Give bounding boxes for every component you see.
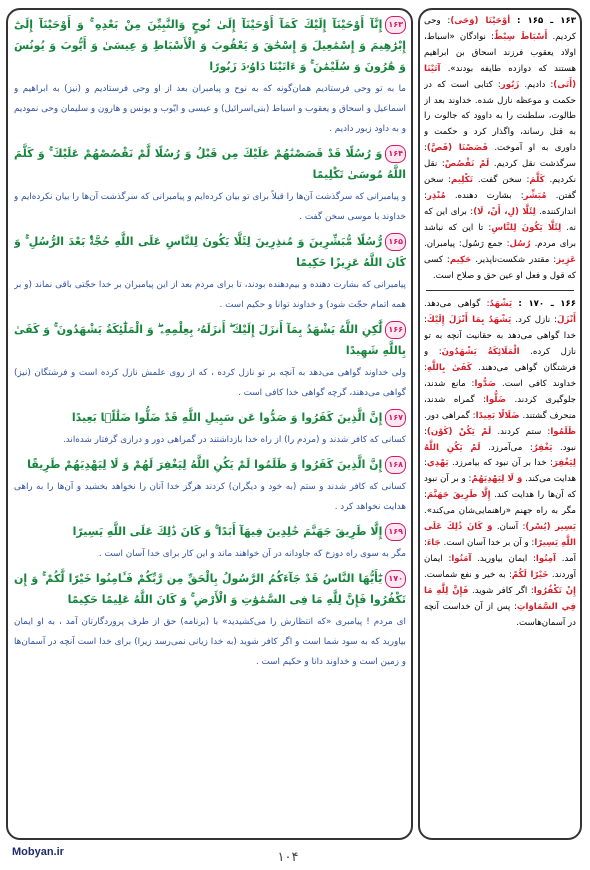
glossary-meaning: : گمراه شدند، منحرف گشتند.: [424, 394, 576, 421]
glossary-term: آمَنُوا: [451, 553, 472, 564]
glossary-meaning: : اندارکننده.: [424, 190, 576, 217]
glossary-term: يَهْدِي: [426, 458, 449, 469]
glossary-term: يَسِير (يُسْر): [525, 522, 576, 533]
glossary-term: إِنْ تَكْفُرُوا: [533, 585, 576, 596]
verse-text: وَ رُسُلًا قَدْ قَصَصْنَٰهُمْ عَلَيْكَ مِن قَبْلُ وَ رُسُلًا لَّمْ نَقْصُصْهُمْ عَلَيْكَ ۚ وَ كَلَّمَ اللَّهُ مُوسَىٰ تَكْلِيمًا: [14, 147, 406, 181]
glossary-term: لِئَلَّا (لِ، أَنْ، لَا): [473, 206, 536, 217]
verse-text: إِنَّ الَّذِينَ كَفَرُوا وَ صَدُّوا عَن سَبِيلِ اللَّهِ قَدْ ضَلُّوا ضَلَٰلًۢا بَعِيدًا: [71, 411, 383, 424]
site-watermark: Mobyan.ir: [12, 846, 64, 858]
glossary-meaning: : سخن گفتن.: [424, 175, 576, 201]
glossary-meaning: : کسی که قول و فعل او عین حق و صلاح است.: [424, 254, 576, 281]
verse-number-badge: ۱۶۳: [385, 16, 406, 34]
glossary-meaning: : گمراهی دور.: [424, 410, 476, 421]
glossary-meaning: : نبود.: [424, 426, 576, 453]
verse-translation: کسانی که کافر شدند و ستم (به خود و دیگران) کردند هرگز خدا آنان را نخواهد بخشید و آن‌ها را به راهی هدایت نخواهد کرد .: [14, 482, 406, 512]
verse-arabic: [14, 568, 406, 610]
glossary-term: كَفَىٰ بِاللَّهِ: [426, 363, 472, 374]
verse-translation: پیامبرانی که بشارت دهنده و بیم‌دهنده بودند، تا برای مردم بعد از این پیامبران بر خدا حجّتی باقی نماند (و بر همه اتمام حجّت شود) و خداوند توانا و حکیم است .: [14, 280, 406, 310]
verse-number-badge: ۱۶۸: [385, 456, 406, 474]
glossary-term: رُسُل: [509, 238, 531, 249]
glossary-term: يَغْفِرُ: [532, 442, 553, 453]
glossary-term: الْمَلَائِكَةُ يَشْهَدُونَ: [441, 347, 520, 358]
verse-range: ۱۶۶ ـ ۱۷۰ :: [518, 299, 576, 310]
glossary-meaning: : جمع رَسُول: پیامبران.: [424, 238, 510, 249]
glossary-term: يَشْهَدُ: [489, 299, 513, 310]
glossary-meaning: : و آن بر خدا آسان است.: [443, 538, 535, 548]
glossary-term: خَيْرًا لَكُمْ: [511, 569, 549, 580]
verse-translation: مگر به سوی راه دوزخ که جاودانه در آن خواهند ماند و این کار برای خدا آسان است .: [98, 549, 406, 559]
glossary-meaning: : می‌آمرزد.: [488, 442, 533, 453]
glossary-meaning: : مگر به راه جهنم «راهنمایی‌شان می‌کند».: [424, 490, 576, 517]
verse-column: [14, 14, 406, 836]
glossary-meaning: : مقتدر شکست‌ناپذیر.: [475, 254, 557, 265]
verse-number-badge: ۱۶۶: [385, 321, 406, 339]
glossary-meaning: : نازل کرد.: [515, 315, 558, 326]
glossary-term: لِئَلَّا يَكُونَ لِلنَّاسِ: [491, 222, 562, 233]
glossary-term: صَدُّوا: [474, 378, 497, 389]
glossary-meaning: : اگر کافر شوید.: [472, 585, 534, 596]
glossary-section: [424, 14, 576, 284]
glossary-divider: [426, 290, 574, 291]
verse-arabic: [14, 407, 406, 428]
glossary-meaning: : پس از آن خداست آنچه در آسمان‌هاست.: [424, 601, 576, 628]
verse-translation: کسانی که کافر شدند و (مردم را) از راه خدا بازداشتند در گمراهی دور و درازی گرفتار شده‌اند.: [62, 435, 406, 445]
glossary-term: أَوْحَيْنَا (وَحَى): [450, 16, 511, 26]
verse-text: إِنَّ الَّذِينَ كَفَرُوا وَ ظَلَمُوا لَمْ يَكُنِ اللَّهُ لِيَغْفِرَ لَهُمْ وَ لَا لِيَهْدِيَهُمْ طَرِيقًا: [27, 458, 383, 471]
verse-number-badge: ۱۶۹: [385, 523, 406, 541]
verse-arabic: [14, 521, 406, 542]
verse-text: إِنَّآ أَوْحَيْنَآ إِلَيْكَ كَمَآ أَوْحَيْنَآ إِلَىٰ نُوحٍ وَالنَّبِيِّنَ مِنْ بَعْدِهِ ۚ وَ أَوْحَيْنَآ إِلَىٰٓ إِبْرَٰهِيمَ وَ إِسْمَٰعِيلَ وَ إِسْحَٰقَ وَ يَعْقُوبَ وَ الْأَسْبَاطِ وَ عِيسَىٰ وَ أَيُّوبَ وَ يُونُسَ وَ هَٰرُونَ وَ سُلَيْمَٰنَ ۚ وَ ءَاتَيْنَا دَاوُۥدَ زَبُورًا: [14, 18, 406, 73]
verse-number-badge: ۱۶۷: [385, 409, 406, 427]
glossary-meaning: : و فرشتگان گواهی می‌دهند.: [424, 347, 576, 374]
verse-arabic: [14, 231, 406, 273]
glossary-term: جَاءَ: [426, 538, 441, 548]
glossary-term: آتَيْنَا (أَتَى): [424, 63, 576, 90]
verse-number-badge: ۱۶۴: [385, 145, 406, 163]
glossary-term: عَزِيز: [556, 254, 576, 265]
glossary-term: لَمْ نَقْصُصْ: [444, 159, 490, 170]
glossary-meaning: : نقل نکردیم.: [424, 159, 576, 186]
verse-arabic: [14, 143, 406, 185]
verse-translation: و پیامبرانی که سرگذشت آن‌ها را قبلاً برای تو بیان کرده‌ایم و پیامبرانی که سرگذشت آن‌ها را بیان نکرده‌ایم و خداوند با موسی سخن گفت .: [14, 192, 406, 222]
verse-arabic: [14, 454, 406, 475]
glossary-term: تَكْلِيم: [451, 175, 474, 186]
glossary-column: [424, 14, 576, 836]
glossary-meaning: : ایمان بیاورید.: [477, 553, 536, 564]
glossary-meaning: : هدایت می‌کند.: [424, 458, 576, 485]
verse-text: لَّٰكِنِ اللَّهُ يَشْهَدُ بِمَآ أَنزَلَ إِلَيْكَ ۖ أَنزَلَهُۥ بِعِلْمِهِۦ ۖ وَ الْمَلَٰٓئِكَةُ يَشْهَدُونَ ۚ وَ كَفَىٰ بِاللَّهِ شَهِيدًا: [14, 323, 406, 357]
glossary-term: لَمْ يَكُنِ اللَّهُ لِيَغْفِرَ: [424, 442, 576, 469]
glossary-term: وَ كَانَ ذَٰلِكَ عَلَى اللَّهِ يَسِيرًا: [424, 522, 576, 548]
verse-translation: ما به تو وحی فرستادیم همان‌گونه که به نوح و پیامبران بعد از او وحی فرستادیم و (نیز) به ابراهیم و اسماعیل و اسحاق و یعقوب و اسباط (بنی‌اسرائیل) و عیسی و ایّوب و یونس و هارون و سلیمان وحی نمودیم و به داود زبور دادیم .: [14, 84, 406, 134]
verse-number-badge: ۱۶۵: [385, 233, 406, 251]
verse-translation: ولی خداوند گواهی می‌دهد به آنچه بر تو نازل کرده ، که از روی علمش نازل کرده است و فرشتگان (نیز) گواهی می‌دهند، گرچه گواهی خدا کافی است .: [14, 368, 406, 398]
glossary-term: ظَلَمُوا: [550, 426, 576, 437]
glossary-meaning: : تا این که نباشد برای مردم.: [424, 222, 576, 249]
glossary-term: أَنْزَلَ: [557, 315, 576, 326]
glossary-meaning: : کتابی است که در حکمت و موعظه نازل شده. خداوند بعد از طالوت، سلطنت را به داوود که جالوت را به قتل رساند، واگذار کرد و حکمت و داوری به او آموخت.: [424, 79, 576, 154]
glossary-meaning: : دادیم.: [524, 79, 554, 90]
glossary-meaning: : بشارت دهنده.: [454, 190, 524, 201]
glossary-meaning: : خدا گواهی می‌دهد به حقانیت آنچه به تو نازل کرده.: [424, 315, 576, 358]
glossary-meaning: : خداوند کافی است.: [424, 363, 576, 389]
glossary-meaning: : و بر آن نبود که آن‌ها را هدایت کند.: [424, 474, 576, 501]
glossary-meaning: : ستم کردند.: [497, 426, 551, 437]
glossary-term: ضَلُّوا: [485, 394, 507, 405]
glossary-meaning: : خدا بر آن نبود که بیامرزد.: [452, 458, 553, 469]
verse-text: إِلَّا طَرِيقَ جَهَنَّمَ خَٰلِدِينَ فِيهَآ أَبَدًا ۚ وَ كَانَ ذَٰلِكَ عَلَى اللَّهِ يَسِيرًا: [72, 525, 383, 538]
glossary-term: حَكِيم: [449, 254, 472, 265]
verse-text: رُّسُلًا مُّبَشِّرِينَ وَ مُنذِرِينَ لِئَلَّا يَكُونَ لِلنَّاسِ عَلَى اللَّهِ حُجَّةٌۢ بَعْدَ الرُّسُلِ ۚ وَ كَانَ اللَّهُ عَزِيزًا حَكِيمًا: [14, 235, 406, 269]
verse-text: يَٰٓأَيُّهَا النَّاسُ قَدْ جَآءَكُمُ الرَّسُولُ بِالْحَقِّ مِن رَّبِّكُمْ فَـَٔامِنُوا خَيْرًا لَّكُمْ ۚ وَ إِن تَكْفُرُوا فَإِنَّ لِلَّهِ مَا فِى السَّمَٰوَٰتِ وَ الْأَرْضِ ۚ وَ كَانَ اللَّهُ عَلِيمًا حَكِيمًا: [14, 572, 406, 606]
glossary-term: زَبُور: [500, 79, 520, 90]
glossary-term: فَإِنَّ لِلَّهِ مَا فِي السَّمَاوَاتِ: [424, 585, 576, 612]
glossary-term: مُنْذِر: [426, 190, 446, 201]
glossary-term: كَلَّمَ: [529, 175, 545, 186]
glossary-term: أَسْبَاطَ سِبْطٌ: [493, 31, 548, 42]
glossary-meaning: : برای این که نه.: [424, 206, 576, 233]
verse-range: ۱۶۳ ـ ۱۶۵ :: [516, 16, 576, 26]
glossary-term: قَصَصْنَا (قَصَّ): [426, 143, 488, 154]
verse-number-badge: ۱۷۰: [385, 570, 406, 588]
glossary-section: [424, 297, 576, 631]
glossary-meaning: : ایمان آوردند.: [424, 553, 576, 580]
page-number: ۱۰۴: [277, 850, 299, 865]
glossary-meaning: : آسان.: [496, 522, 526, 533]
glossary-meaning: : وحی کردیم.: [424, 16, 576, 42]
verse-translation: ای مردم ! پیامبری «که انتظارش را می‌کشیدید» با (برنامه) حق از طرف پروردگارتان آمد ، به او ایمان بیاورید که به سود شما است و اگر کافر شوید (به خدا زیانی نمی‌رسد زیرا) برای خدا است آنچه در آسمان‌ها و زمین است و خداوند دانا و حکیم است .: [14, 617, 406, 667]
glossary-meaning: : مانع شدند، جلوگیری کردند.: [424, 378, 576, 405]
glossary-term: آمِنُوا: [535, 553, 556, 564]
glossary-meaning: : گواهی می‌دهد.: [424, 299, 490, 310]
glossary-term: ضَلَالًا بَعِيدًا: [475, 410, 520, 421]
glossary-meaning: : سرگذشت نقل کردیم.: [424, 143, 576, 170]
glossary-meaning: : به خیر و نفع شماست.: [424, 569, 512, 580]
glossary-term: لَمْ يَكُنْ (كَوْن): [426, 426, 492, 437]
glossary-meaning: : سخن گفت.: [477, 175, 530, 186]
glossary-term: مُبَشِّر: [523, 190, 547, 201]
glossary-term: وَ لَا لِيَهْدِيَهُمْ: [471, 474, 523, 485]
verse-arabic: [14, 319, 406, 361]
glossary-term: يَشْهَدُ بِمَا أَنْزَلَ إِلَيْكَ: [426, 315, 512, 326]
glossary-meaning: : نوادگان «اسباط، اولاد یعقوب فرزند اسحاق بن ابراهیم هستند که دوازده طایفه بودند».: [424, 31, 576, 74]
glossary-meaning: : آمد.: [424, 538, 576, 564]
glossary-term: إِلَّا طَرِيقَ جَهَنَّمَ: [426, 490, 491, 501]
verse-arabic: [14, 14, 406, 77]
